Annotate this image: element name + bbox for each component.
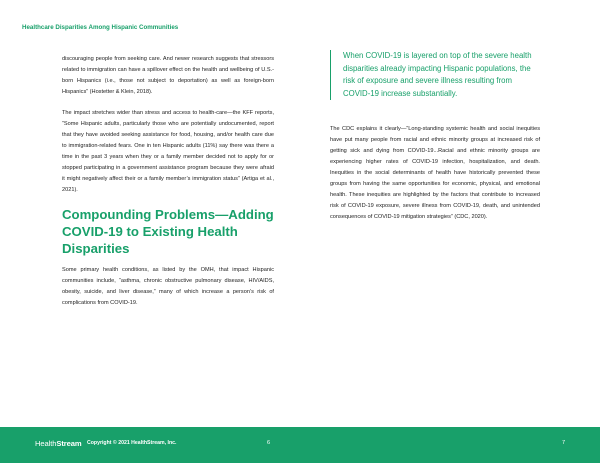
paragraph: The impact stretches wider than stress and access to health-care—the KFF reports, “Some Hispanic adults, particularly those who are potentially undocumented, report that they have avoided seeking assistance for food, housing, and/or health care due to immigration-related fears. One in ten Hispanic adults (11%) say there was there a time in the past 3 years when they or a family member decided not to apply for or stopped participating in a government assistance program because they were afraid it might negatively affect their or a family member’s immigration status” (Artiga et al., 2021). (62, 110, 274, 193)
right-column (330, 51, 540, 233)
page-number-right: 7 (562, 440, 566, 446)
page-number-left: 6 (267, 440, 271, 446)
logo-text-stream: Stream (56, 439, 82, 448)
left-column (62, 54, 274, 319)
logo-text-health: Health (35, 439, 57, 448)
paragraph: discouraging people from seeking care. And newer research suggests that stressors related to immigration can have a spillover effect on the health and wellbeing of U.S.-born Hispanics (i.e., those not subject to deportation) as well as foreign-born Hispanics” (Hostetter & Klein, 2018). (62, 56, 274, 95)
running-header: Healthcare Disparities Among Hispanic Communities (22, 24, 179, 31)
healthstream-logo (35, 439, 82, 448)
page-footer (0, 427, 600, 463)
paragraph: Some primary health conditions, as listed by the OMH, that impact Hispanic communities include, “asthma, chronic obstructive pulmonary disease, HIV/AIDS, obesity, suicide, and liver disease,” many of which increase a person’s risk of complications from COVID-19. (62, 267, 274, 306)
paragraph: The CDC explains it clearly—“Long-standing systemic health and social inequities have put many people from racial and ethnic minority groups at increased risk of getting sick and dying from COVID-19...Racial and ethnic minority groups are experiencing higher rates of COVID-19 infection, hospitalization, and death. Inequities in the social determinants of health have historically prevented these groups from having the same opportunities for economic, physical, and emotional health. These inequities are highlighted by the factors that contribute to increased risk of COVID-19 exposure, severe illness from COVID-19, death, and unintended consequences of COVID-19 mitigation strategies” (CDC, 2020). (330, 126, 540, 221)
pull-quote: When COVID-19 is layered on top of the severe health disparities already impacting Hispanic populations, the risk of exposure and severe illness resulting from COVID-19 increase substantially. (330, 50, 540, 100)
section-heading: Compounding Problems—Adding COVID-19 to Existing Health Disparities (62, 207, 274, 256)
copyright-text: Copyright © 2021 HealthStream, Inc. (87, 440, 177, 446)
